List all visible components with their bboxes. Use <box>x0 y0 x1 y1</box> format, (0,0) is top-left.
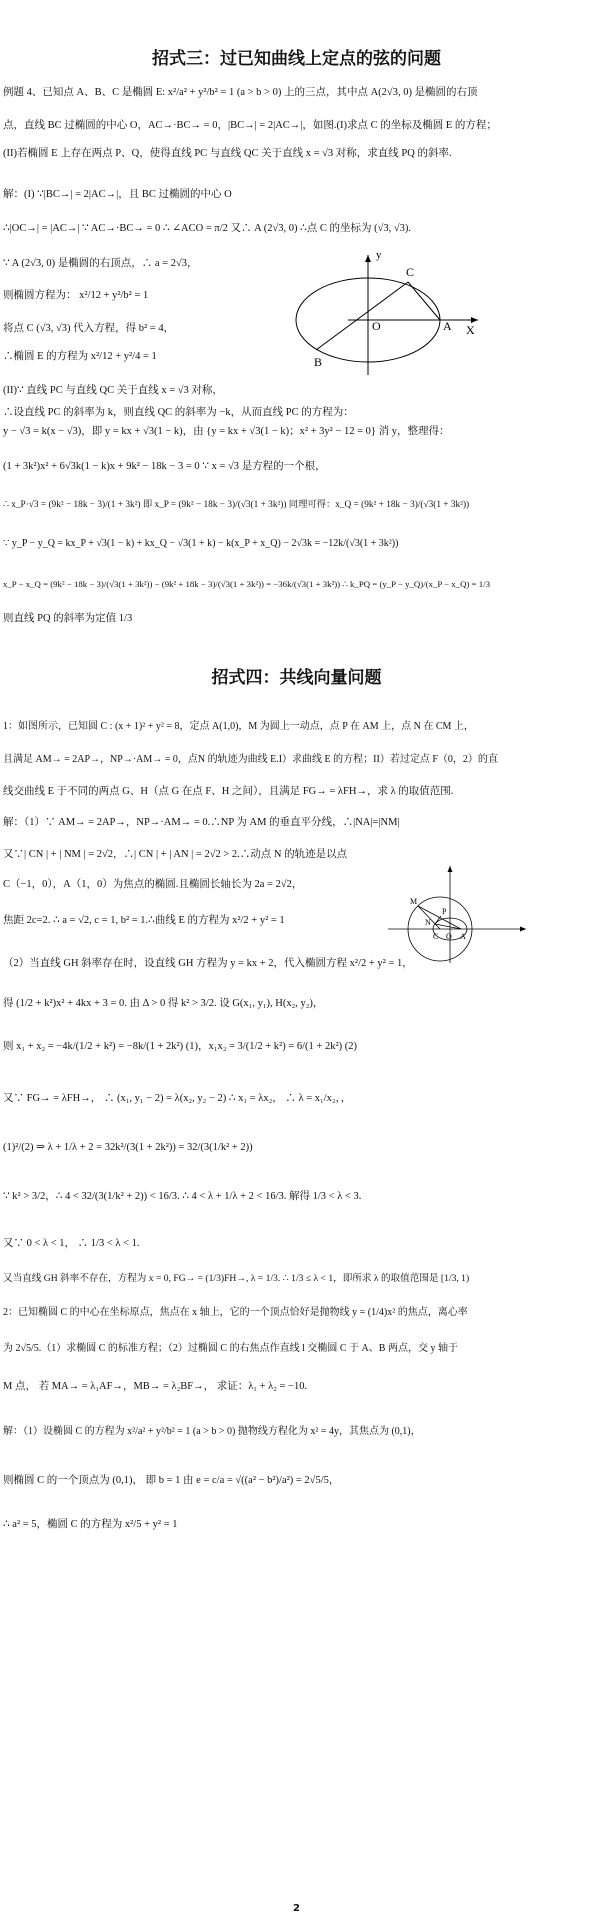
s3-line: 则椭圆方程为： x²/12 + y²/b² = 1 <box>3 290 149 301</box>
s4-line: 解：（1）设椭圆 C 的方程为 x²/a² + y²/b² = 1 (a > b > 0) 抛物线方程化为 x² = 4y，其焦点为 (0,1)， <box>3 1426 421 1437</box>
s4-line: 2：已知椭圆 C 的中心在坐标原点，焦点在 x 轴上，它的一个顶点恰好是抛物线 y = (1/4)x² 的焦点，离心率 <box>3 1307 468 1318</box>
s3-line: ∵ y_P − y_Q = kx_P + √3(1 − k) + kx_Q − √3(1 + k) − k(x_P + x_Q) − 2√3k = −12k/(√3(1 + 3k²)) <box>3 538 399 549</box>
s3-line: x_P − x_Q = (9k² − 18k − 3)/(√3(1 + 3k²)) − (9k² + 18k − 3)/(√3(1 + 3k²)) = −36k/(√3(1 + 3k²)) ∴ k_PQ = (y_P − y_Q)/(x_P − x_Q) = 1/3 <box>3 579 490 589</box>
s4-line: ∵ k² > 3/2，∴ 4 < 32/(3(1/k² + 2)) < 16/3. ∴ 4 < λ + 1/λ + 2 < 16/3. 解得 1/3 < λ < 3. <box>3 1191 362 1202</box>
label-a: A <box>443 319 452 333</box>
s3-line: y − √3 = k(x − √3)，即 y = kx + √3(1 − k)，由 {y = kx + √3(1 − k)；x² + 3y² − 12 = 0} 消 y，整理得： <box>3 426 450 437</box>
s3-line: ∴|OC→| = |AC→| ∵ AC→·BC→ = 0 ∴ ∠ACO = π/2 又∴ A (2√3, 0) ∴点 C 的坐标为 (√3, √3). <box>3 223 412 234</box>
label-y: y <box>376 250 382 261</box>
s4-line: 又当直线 GH 斜率不存在，方程为 x = 0, FG→ = (1/3)FH→, λ = 1/3. ∴ 1/3 ≤ λ < 1，即所求 λ 的取值范围是 [1/3, 1) <box>3 1273 470 1284</box>
y-arrow-icon <box>448 866 453 872</box>
ellipse-figure <box>288 250 488 380</box>
label-a: A <box>460 932 466 941</box>
s4-line: 1：如图所示，已知圆 C : (x + 1)² + y² = 8，定点 A(1,0)，M 为圆上一动点，点 P 在 AM 上，点 N 在 CM 上， <box>3 721 474 732</box>
s4-line: 解：（1）∵ AM→ = 2AP→，NP→·AM→ = 0.∴NP 为 AM 的垂直平分线，∴|NA|=|NM| <box>3 817 400 828</box>
label-o: O <box>372 319 381 333</box>
s3-line: (II)若椭圆 E 上存在两点 P、Q，使得直线 PC 与直线 QC 关于直线 x = √3 对称，求直线 PQ 的斜率. <box>3 148 452 159</box>
s4-line: 且满足 AM→ = 2AP→，NP→·AM→ = 0，点N 的轨迹为曲线 E.I）求曲线 E 的方程；II）若过定点 F（0，2）的直 <box>3 754 498 765</box>
label-c: C <box>406 265 415 279</box>
s4-line: 又∵ 0 < λ < 1， ∴ 1/3 < λ < 1. <box>3 1238 140 1249</box>
s4-line: （2）当直线 GH 斜率存在时，设直线 GH 方程为 y = kx + 2，代入椭圆方程 x²/2 + y² = 1， <box>3 958 413 969</box>
segment-ca <box>408 282 440 320</box>
s3-line: (1 + 3k²)x² + 6√3k(1 − k)x + 9k² − 18k − 3 = 0 ∵ x = √3 是方程的一个根， <box>3 461 326 472</box>
s4-line: 则 x₁ + x₂ = −4k/(1/2 + k²) = −8k/(1 + 2k²) (1)，x₁x₂ = 3/(1/2 + k²) = 6/(1 + 2k²) (2) <box>3 1041 357 1052</box>
s4-line: (1)²/(2) ⇒ λ + 1/λ + 2 = 32k²/(3(1 + 2k²)) = 32/(3(1/k² + 2)) <box>3 1142 253 1153</box>
s3-line: 则直线 PQ 的斜率为定值 1/3 <box>3 613 133 624</box>
s4-line: 为 2√5/5.（1）求椭圆 C 的标准方程；（2）过椭圆 C 的右焦点作直线 l 交椭圆 C 于 A、B 两点，交 y 轴于 <box>3 1343 458 1354</box>
s4-line: M 点， 若 MA→ = λ₁AF→，MB→ = λ₂BF→， 求证：λ₁ + λ₂ = −10. <box>3 1381 308 1392</box>
s3-line: ∴设直线 PC 的斜率为 k，则直线 QC 的斜率为 −k，从而直线 PC 的方程为： <box>3 407 354 418</box>
s4-line: ∴ a² = 5，椭圆 C 的方程为 x²/5 + y² = 1 <box>3 1519 178 1530</box>
label-m: M <box>410 897 418 906</box>
s3-line: 解：(I) ∵|BC→| = 2|AC→|，且 BC 过椭圆的中心 O <box>3 189 232 200</box>
s3-line: 将点 C (√3, √3) 代入方程，得 b² = 4， <box>3 323 175 334</box>
label-b: B <box>314 355 323 369</box>
chord-bc <box>316 282 408 350</box>
s4-line: 则椭圆 C 的一个顶点为 (0,1)， 即 b = 1 由 e = c/a = √((a² − b²)/a²) = 2√5/5， <box>3 1475 340 1486</box>
s4-line: 又∵| CN | + | NM | = 2√2，∴| CN | + | AN | = 2√2 > 2.∴动点 N 的轨迹是以点 <box>3 849 348 860</box>
label-n: N <box>425 918 431 927</box>
y-arrow-icon <box>365 255 371 262</box>
s4-line: 又∵ FG→ = λFH→， ∴ (x₁, y₁ − 2) = λ(x₂, y₂ − 2) ∴ x₁ = λx₂， ∴ λ = x₁/x₂，， <box>3 1093 352 1104</box>
page-number: 2 <box>293 1903 300 1914</box>
label-o: O <box>446 932 452 941</box>
circle-figure <box>388 864 528 964</box>
label-p: P <box>442 907 447 916</box>
s3-line: ∵ A (2√3, 0) 是椭圆的右顶点，∴ a = 2√3， <box>3 258 198 269</box>
s3-line: (II)∵ 直线 PC 与直线 QC 关于直线 x = √3 对称， <box>3 385 223 396</box>
s4-line: 焦距 2c=2. ∴ a = √2, c = 1, b² = 1.∴曲线 E 的方程为 x²/2 + y² = 1 <box>3 915 285 926</box>
section4-title: 招式四：共线向量问题 <box>211 668 382 688</box>
s4-line: C（−1，0），A（1，0）为焦点的椭圆.且椭圆长轴长为 2a = 2√2， <box>3 879 303 890</box>
s3-line: 例题 4、已知点 A、B、C 是椭圆 E: x²/a² + y²/b² = 1 (a > b > 0) 上的三点，其中点 A(2√3, 0) 是椭圆的右顶 <box>3 87 478 98</box>
s3-line: ∴椭圆 E 的方程为 x²/12 + y²/4 = 1 <box>3 351 157 362</box>
s3-line: 点，直线 BC 过椭圆的中心 O，AC→·BC→ = 0，|BC→| = 2|AC→|，如图.(I)求点 C 的坐标及椭圆 E 的方程； <box>3 120 497 131</box>
s3-line: ∴ x_P·√3 = (9k² − 18k − 3)/(1 + 3k²) 即 x_P = (9k² − 18k − 3)/(√3(1 + 3k²)) 同理可得：x_Q = (9k² + 18k − 3)/(√3(1 + 3k²)) <box>3 500 470 510</box>
s4-line: 线交曲线 E 于不同的两点 G、H（点 G 在点 F、H 之间），且满足 FG→ = λFH→，求 λ 的取值范围. <box>3 786 454 797</box>
label-c: C <box>433 932 439 941</box>
x-arrow-icon <box>520 927 526 932</box>
section3-title: 招式三：过已知曲线上定点的弦的问题 <box>152 49 441 69</box>
s4-line: 得 (1/2 + k²)x² + 4kx + 3 = 0. 由 Δ > 0 得 k² > 3/2. 设 G(x₁, y₁), H(x₂, y₂)， <box>3 998 324 1009</box>
label-x: X <box>466 323 475 337</box>
